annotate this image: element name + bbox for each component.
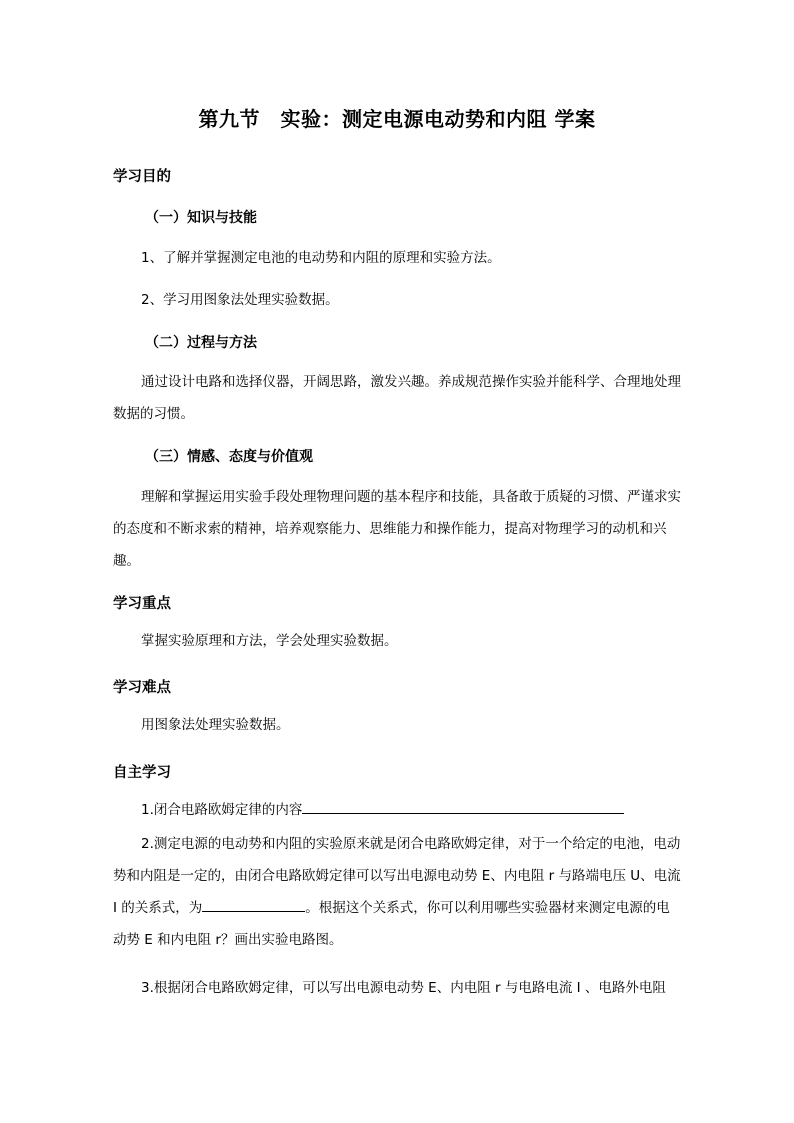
subheading-process-method: （二）过程与方法	[145, 335, 257, 351]
heading-objectives: 学习目的	[113, 169, 171, 185]
heading-key-points: 学习重点	[113, 596, 171, 612]
heading-self-study: 自主学习	[113, 765, 171, 781]
question-2-text-part1: 2.测定电源的电动势和内阻的实验原来就是闭合电路欧姆定律，对于一个给定的电池，电动势和内阻是一定的，由闭合电路欧姆定律可以写出电源电动势 E、内电阻 r 与路端电压 U、电流 I 的关系式，为	[113, 836, 681, 916]
key-points-text: 掌握实验原理和方法，学会处理实验数据。	[141, 633, 398, 649]
heading-difficulties: 学习难点	[113, 680, 171, 696]
question-2-answer-blank[interactable]	[202, 897, 305, 912]
question-1-answer-blank[interactable]	[302, 799, 624, 814]
subheading-emotion-values: （三）情感、态度与价值观	[145, 449, 313, 465]
subheading-knowledge-skills: （一）知识与技能	[145, 210, 257, 226]
objective-item-1: 1、了解并掌握测定电池的电动势和内阻的原理和实验方法。	[141, 250, 501, 266]
question-1-text: 1.闭合电路欧姆定律的内容	[141, 802, 303, 818]
self-study-question-3: 3.根据闭合电路欧姆定律，可以写出电源电动势 E、内电阻 r 与电路电流 I 、电路外电阻	[141, 980, 666, 996]
document-title: 第九节 实验：测定电源电动势和内阻 学案	[198, 107, 596, 131]
question-2-text-part2: 。根据这个关系式，你可以利用哪些实验器材来测定电源的电动势 E 和内电阻 r？画出实验电路图。	[113, 900, 670, 948]
self-study-question-1	[141, 798, 624, 818]
process-method-text: 通过设计电路和选择仪器，开阔思路，激发兴趣。养成规范操作实验并能科学、合理地处理数据的习惯。	[113, 374, 681, 422]
objective-item-2: 2、学习用图象法处理实验数据。	[141, 292, 339, 308]
emotion-values-text: 理解和掌握运用实验手段处理物理问题的基本程序和技能，具备敢于质疑的习惯、严谨求实的态度和不断求索的精神，培养观察能力、思维能力和操作能力，提高对物理学习的动机和兴趣。	[113, 489, 681, 569]
difficulties-text: 用图象法处理实验数据。	[141, 717, 290, 733]
self-study-question-2	[113, 828, 683, 956]
